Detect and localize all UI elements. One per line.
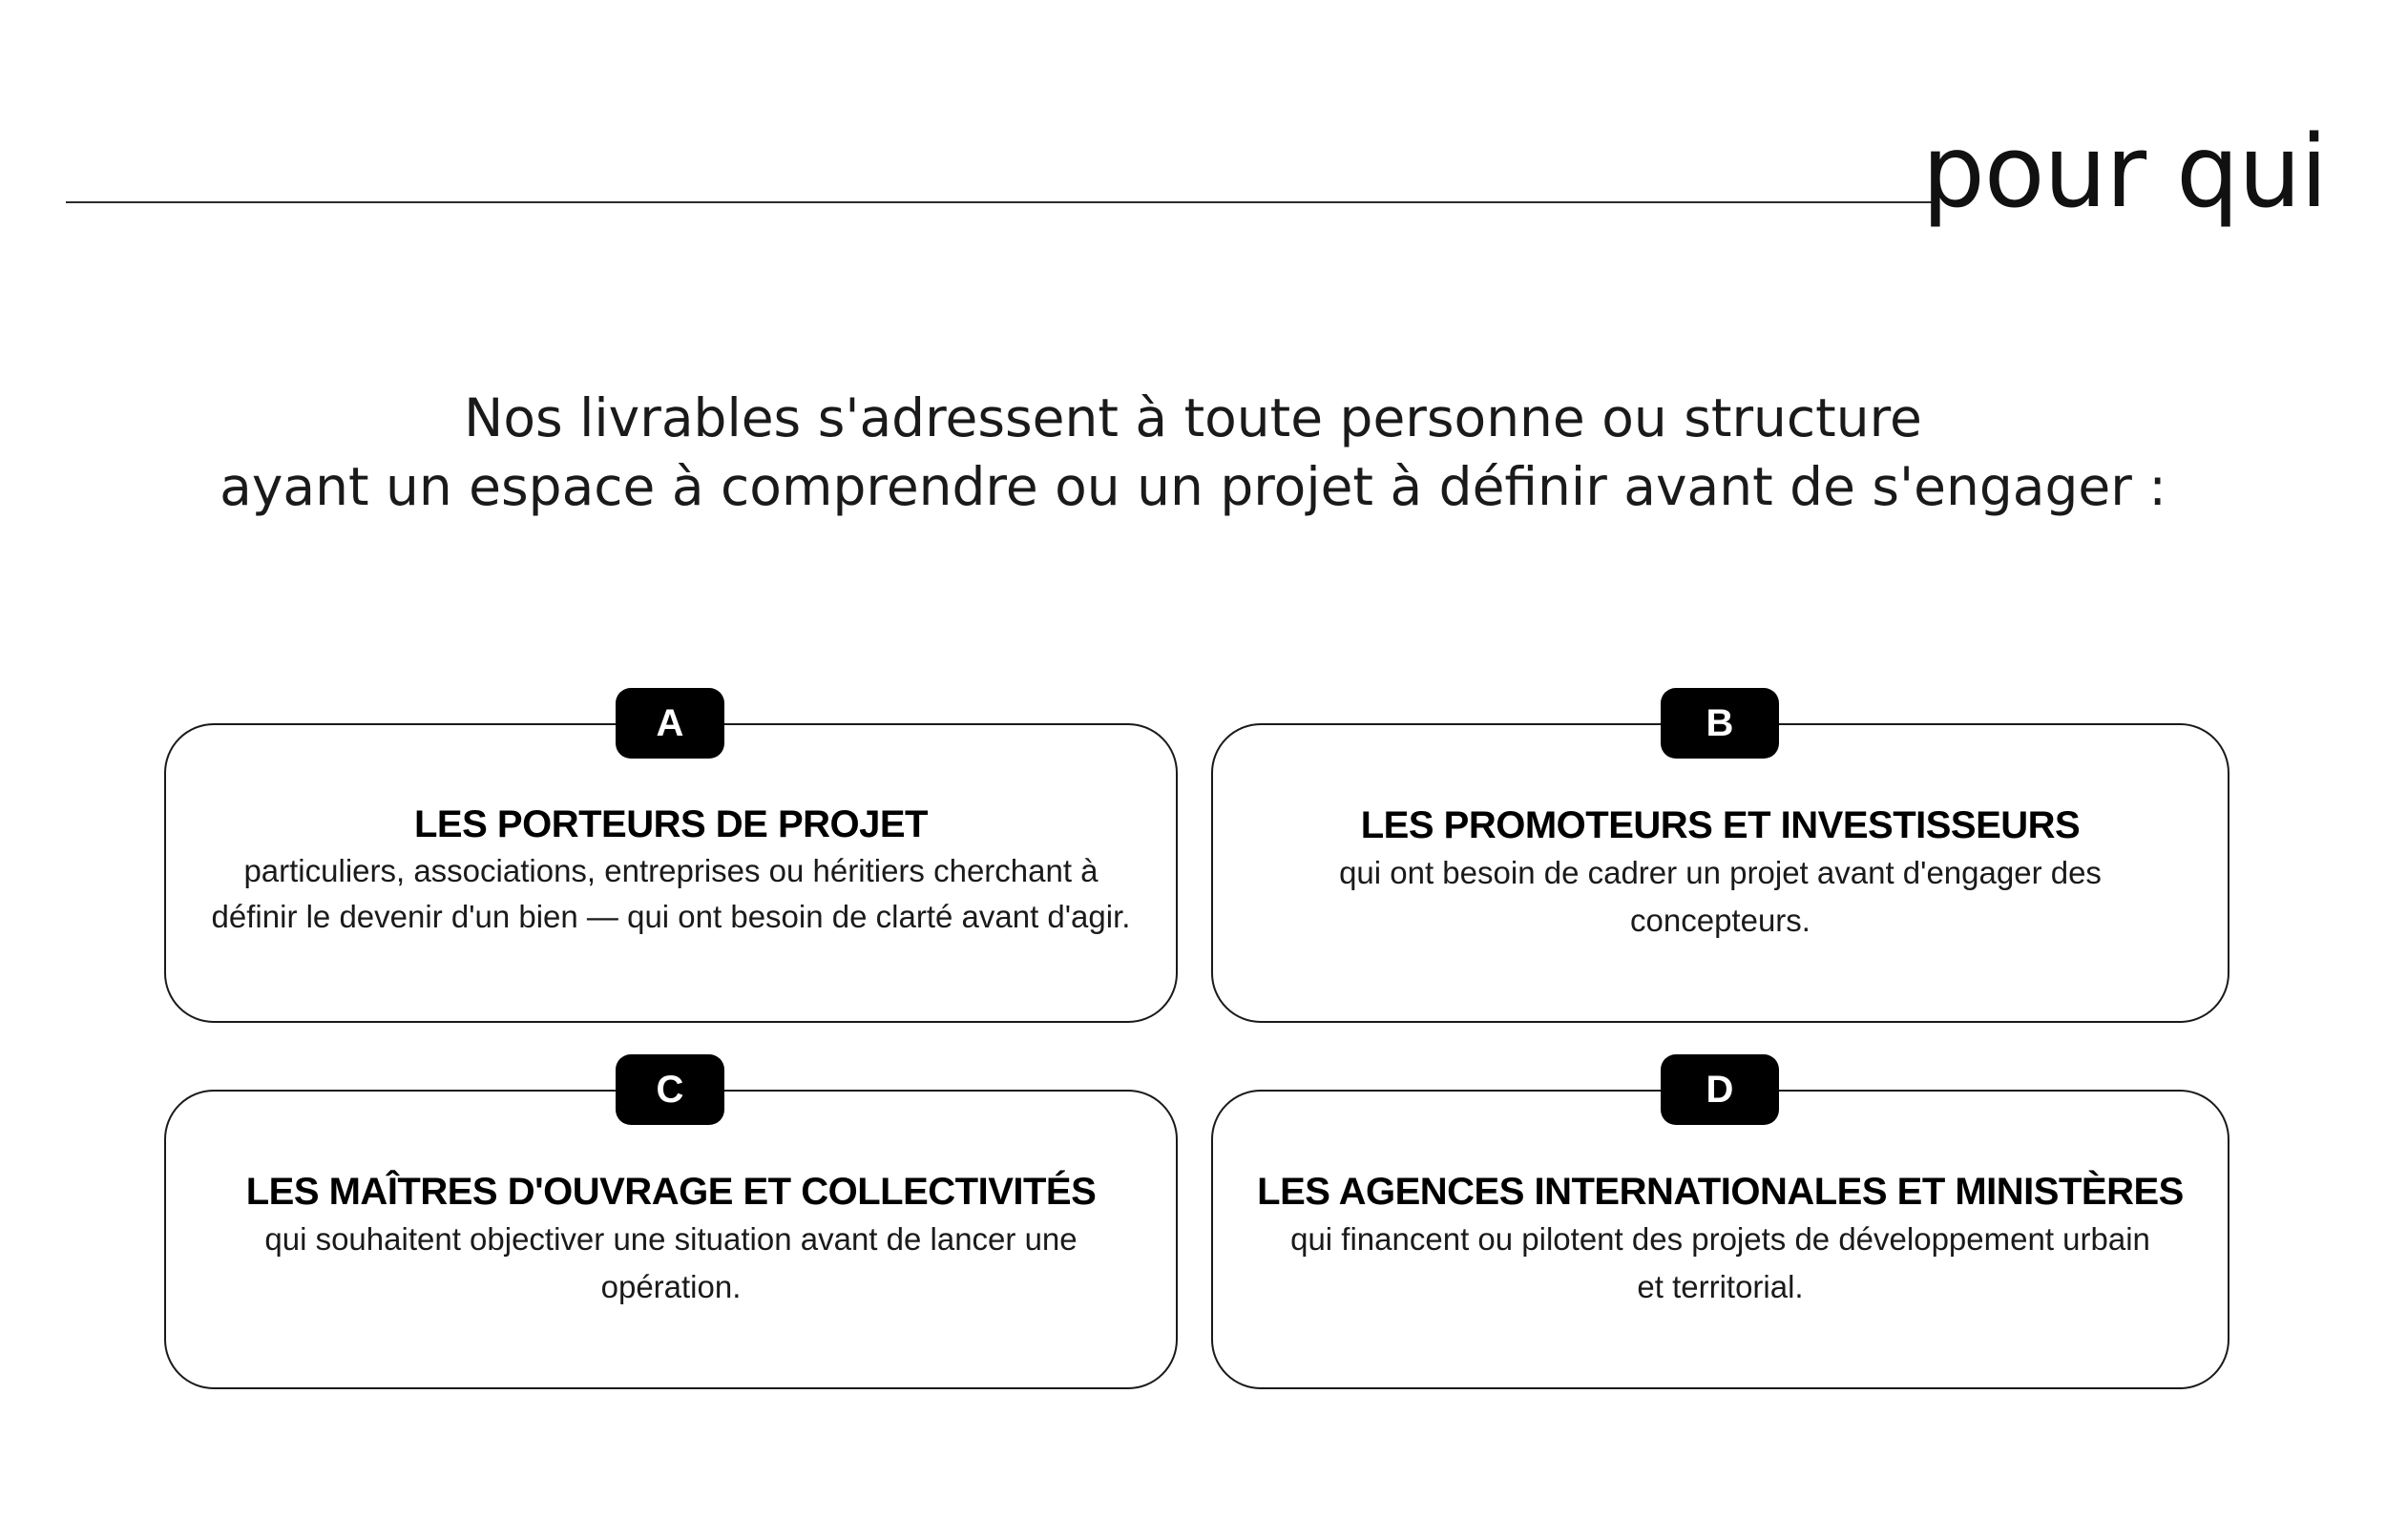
card-description-line: qui financent ou pilotent des projets de développement urbain: [1290, 1221, 2150, 1257]
card-description-line: définir le devenir d'un bien — qui ont besoin de clarté avant d'agir.: [211, 899, 1131, 934]
card-description: [212, 848, 1131, 940]
card-title: LES MAÎTRES D'OUVRAGE ET COLLECTIVITÉS: [245, 1171, 1097, 1213]
card-description: [264, 1216, 1077, 1311]
intro-line-1: Nos livrables s'adressent à toute personne ou structure: [464, 387, 1922, 448]
audience-card-d: [1211, 1090, 2229, 1389]
intro-text: [0, 384, 2386, 521]
intro-line-2: ayant un espace à comprendre ou un projet à définir avant de s'engager :: [220, 456, 2166, 517]
header-divider: [66, 201, 1933, 203]
card-badge-b: B: [1661, 688, 1779, 759]
card-badge-a: A: [616, 688, 724, 759]
card-title: LES PROMOTEURS ET INVESTISSEURS: [1360, 804, 2081, 846]
card-badge-d: D: [1661, 1054, 1779, 1125]
card-badge-c: C: [616, 1054, 724, 1125]
card-description: [1290, 1216, 2150, 1311]
card-description-line: et territorial.: [1637, 1269, 1804, 1304]
card-title: LES PORTEURS DE PROJET: [414, 803, 928, 845]
card-title: LES AGENCES INTERNATIONALES ET MINISTÈRES: [1257, 1171, 2184, 1213]
audience-card-c: [164, 1090, 1178, 1389]
card-description-line: qui ont besoin de cadrer un projet avant d'engager des: [1339, 855, 2102, 890]
audience-card-b: [1211, 723, 2229, 1023]
card-description: [1339, 849, 2102, 945]
page-title: pour qui: [1921, 114, 2327, 230]
card-description-line: concepteurs.: [1630, 903, 1810, 938]
card-description-line: qui souhaitent objectiver une situation avant de lancer une: [264, 1221, 1078, 1257]
card-description-line: opération.: [600, 1269, 742, 1304]
card-description-line: particuliers, associations, entreprises ou héritiers cherchant à: [243, 853, 1099, 888]
audience-card-a: [164, 723, 1178, 1023]
